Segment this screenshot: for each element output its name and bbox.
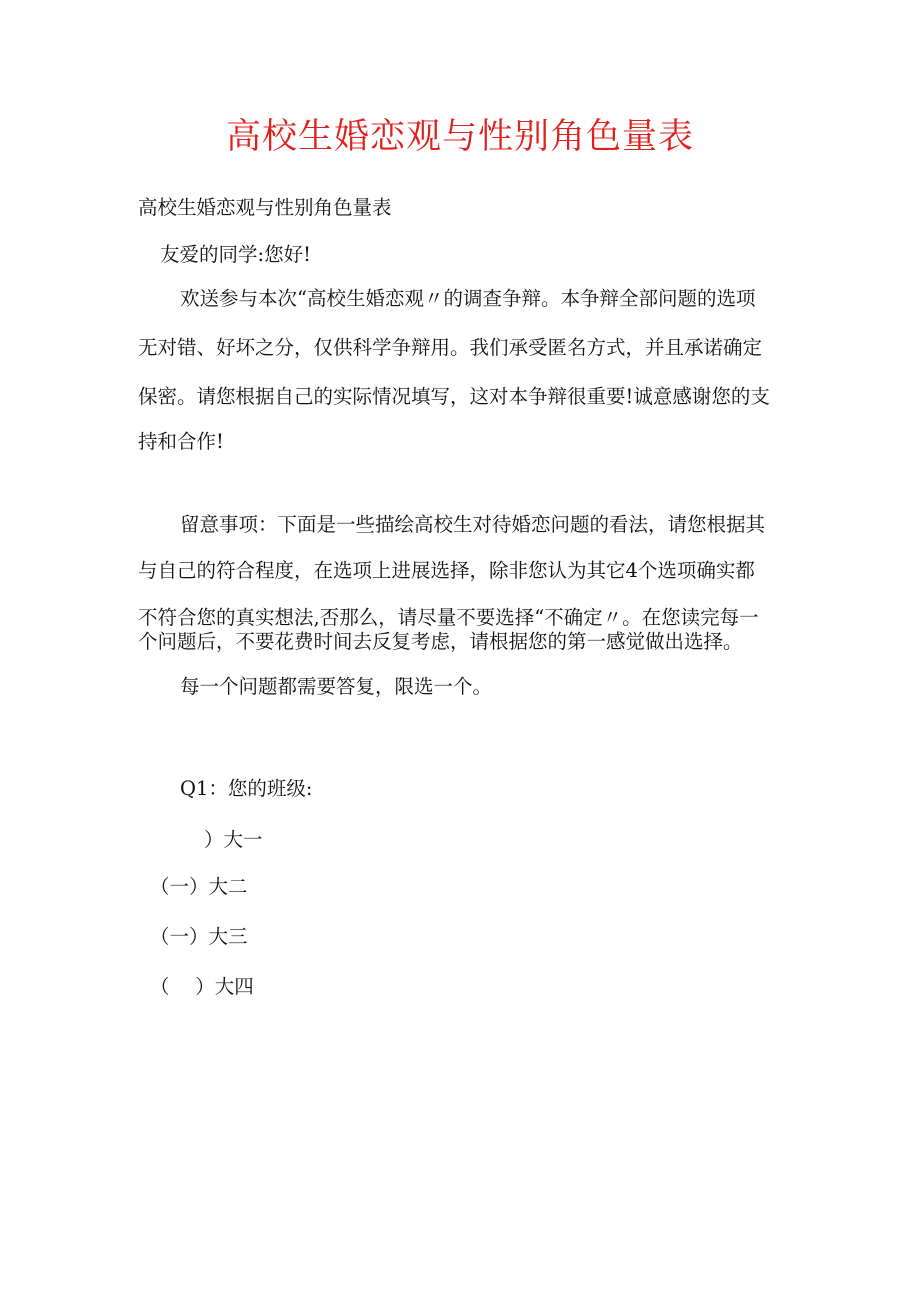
option-mark: （一）	[150, 925, 209, 948]
intro-line: 欢送参与本次“高校生婚恋观〃的调查争辩。本争辩全部问题的选项	[180, 287, 756, 310]
option-row[interactable]	[150, 872, 248, 902]
greeting: 友爱的同学:您好!	[160, 243, 311, 266]
option-mark: （ ）	[150, 975, 215, 998]
answer-rule: 每一个问题都需要答复，限选一个。	[180, 675, 493, 698]
option-text: 大一	[223, 828, 263, 851]
document-title: 高校生婚恋观与性别角色量表	[225, 117, 694, 157]
notice-line: 留意事项：下面是一些描绘高校生对待婚恋问题的看法，请您根据其	[180, 513, 766, 536]
notice-line: 与自己的符合程度，在选项上进展选择，除非您认为其它4个选项确实都	[138, 559, 755, 582]
intro-line: 持和合作!	[138, 430, 224, 453]
option-row[interactable]	[150, 922, 248, 952]
intro-line: 无对错、好坏之分，仅供科学争辩用。我们承受匿名方式，并且承诺确定	[138, 336, 763, 359]
notice-line: 个问题后，不要花费时间去反复考虑，请根据您的第一感觉做出选择。	[138, 630, 743, 653]
option-row[interactable]	[204, 825, 263, 855]
option-text: 大三	[208, 925, 248, 948]
option-text: 大二	[208, 875, 248, 898]
option-mark: ）	[204, 828, 224, 851]
document-subtitle: 高校生婚恋观与性别角色量表	[138, 196, 392, 219]
intro-line: 保密。请您根据自己的实际情况填写，这对本争辩很重要!诚意感谢您的支	[138, 385, 770, 408]
option-row[interactable]	[150, 972, 254, 1002]
question-label: Q1：您的班级:	[180, 777, 313, 800]
notice-line: 不符合您的真实想法,否那么，请尽量不要选择“不确定〃。在您读完每一	[138, 606, 759, 629]
option-text: 大四	[214, 975, 254, 998]
option-mark: （一）	[150, 875, 209, 898]
